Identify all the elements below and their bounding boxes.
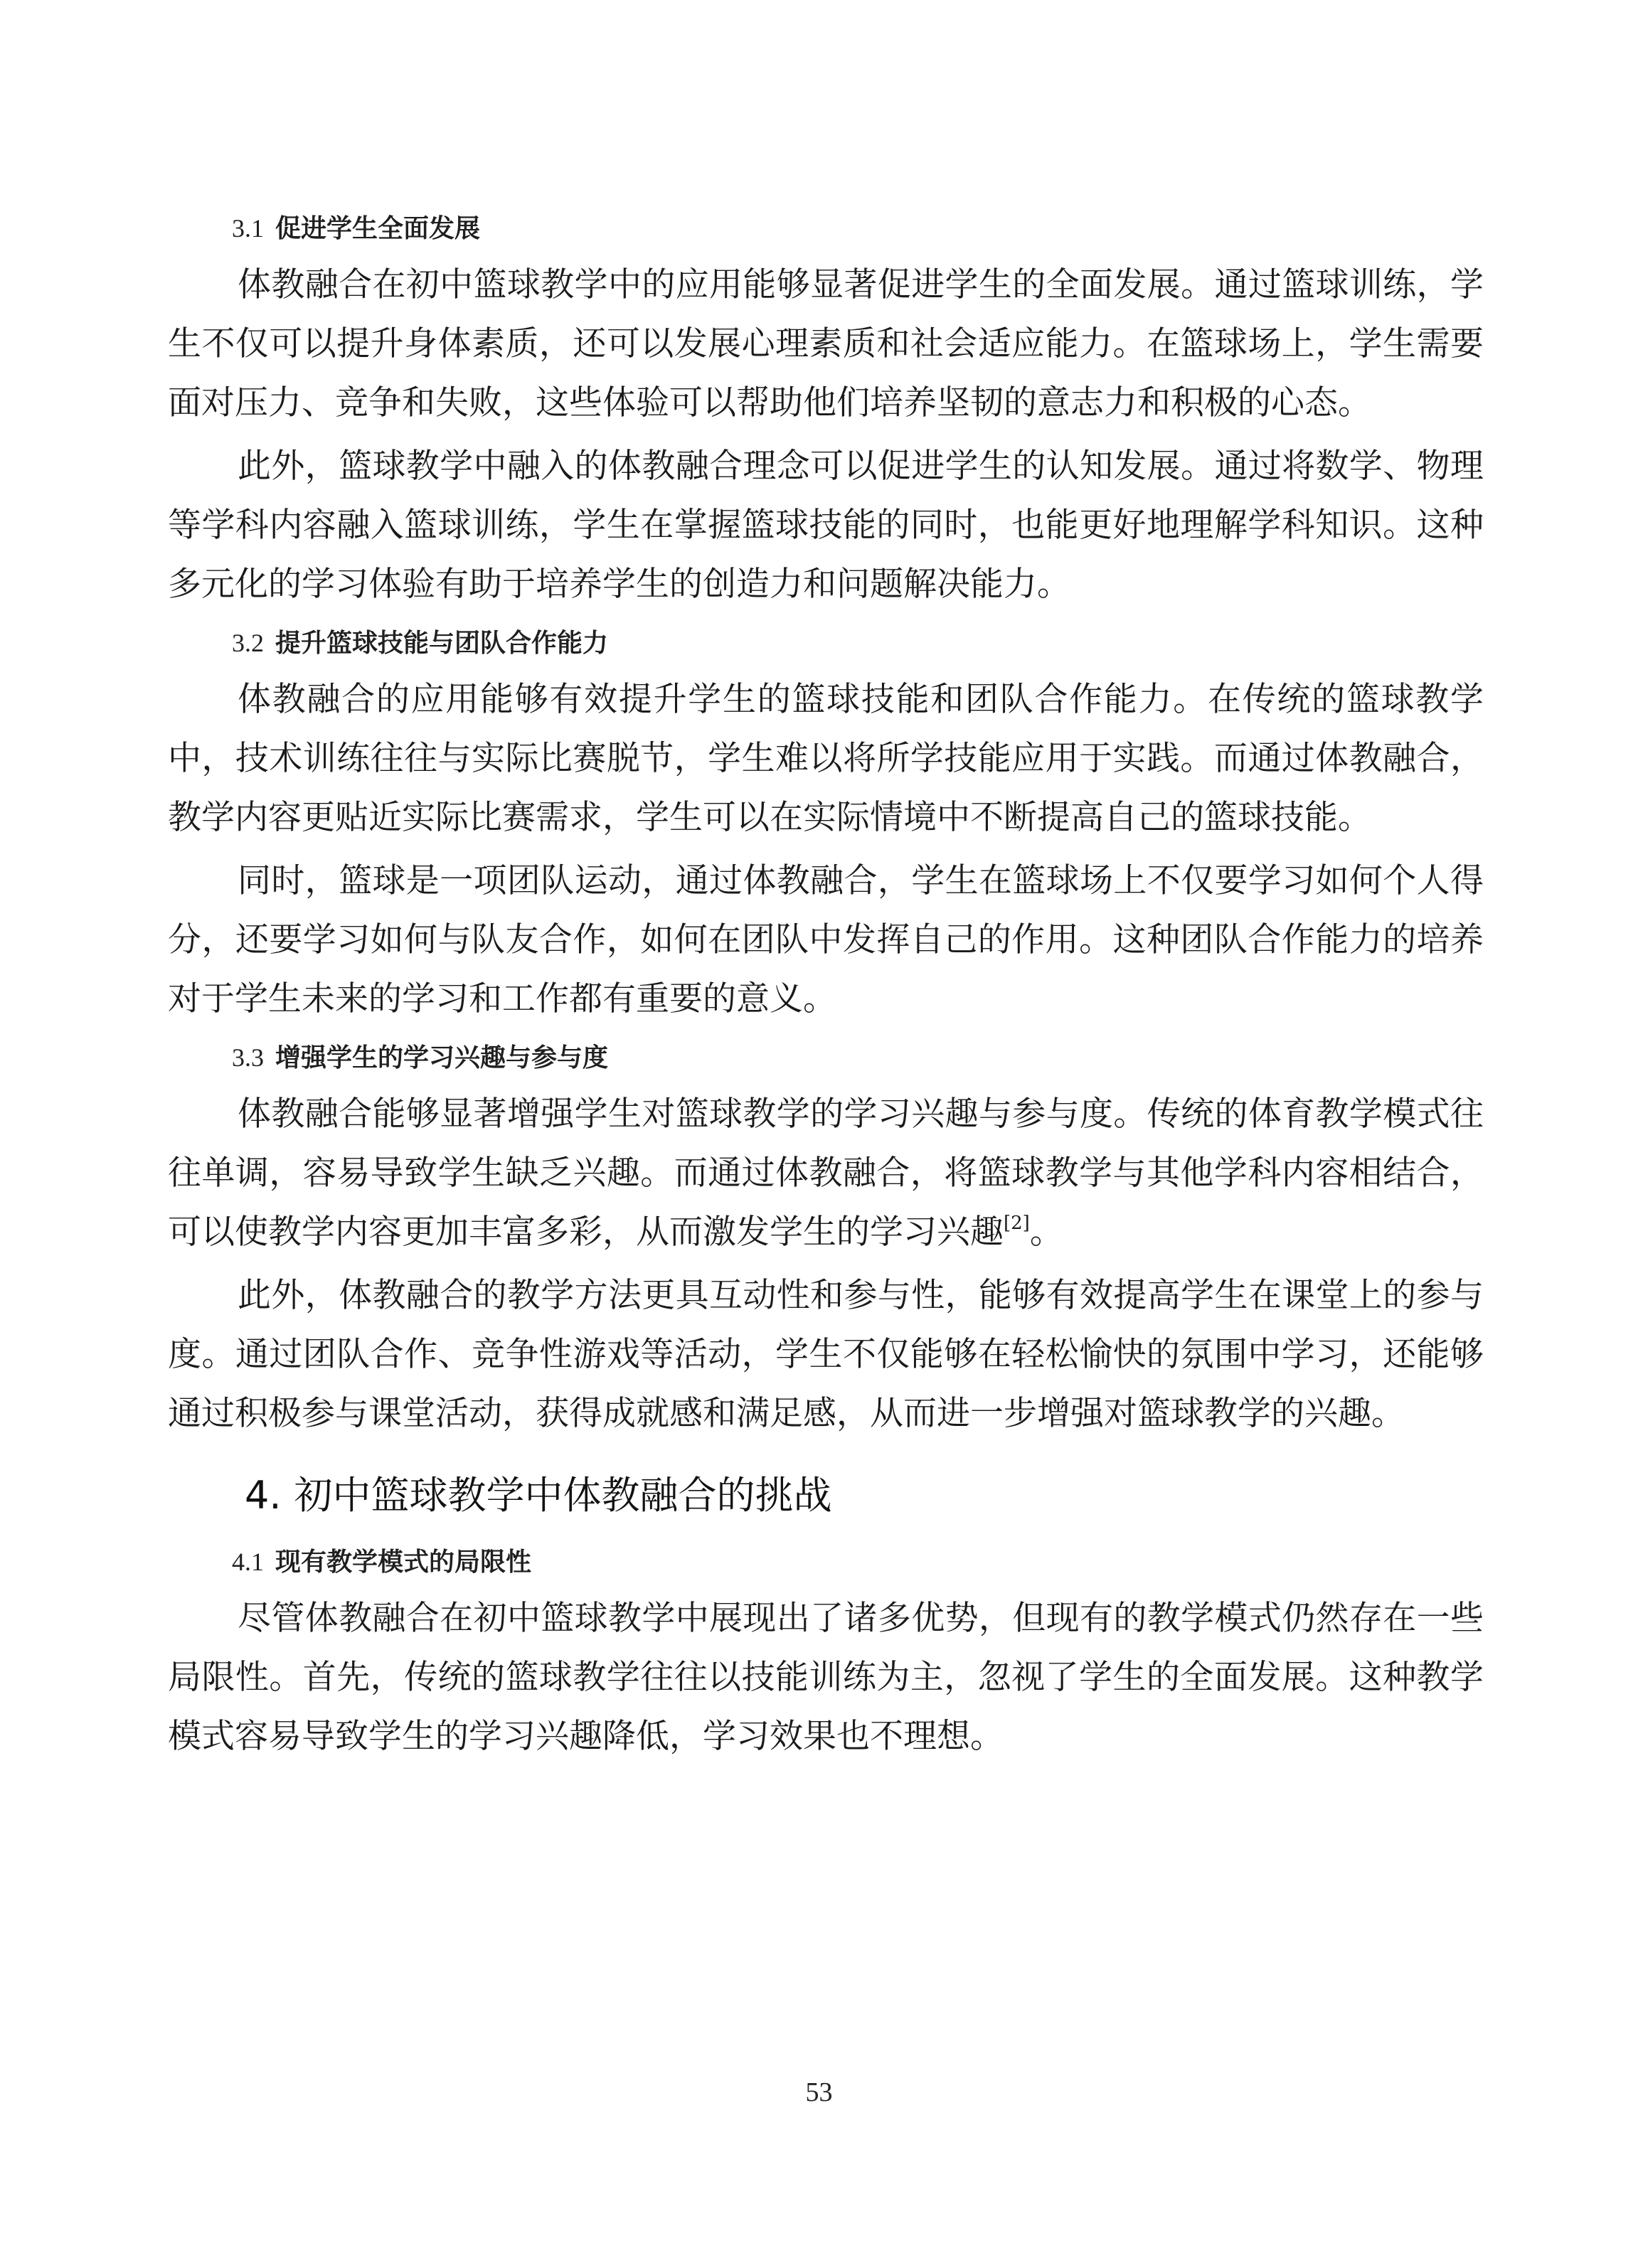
paragraph: 体教融合在初中篮球教学中的应用能够显著促进学生的全面发展。通过篮球训练，学生不仅可以提升身体素质，还可以发展心理素质和社会适应能力。在篮球场上，学生需要面对压力、竞争和失败，这些体验可以帮助他们培养坚韧的意志力和积极的心态。 xyxy=(168,265,1484,422)
section-title: 提升篮球技能与团队合作能力 xyxy=(275,629,609,658)
section-number: 3.3 xyxy=(232,1043,264,1072)
section-heading-4-1 xyxy=(232,1540,1484,1585)
section-number: 4.1 xyxy=(232,1548,264,1576)
paragraph: 尽管体教融合在初中篮球教学中展现出了诸多优势，但现有的教学模式仍然存在一些局限性。首先，传统的篮球教学往往以技能训练为主，忽视了学生的全面发展。这种教学模式容易导致学生的学习兴趣降低，学习效果也不理想。 xyxy=(168,1599,1484,1756)
page-number: 53 xyxy=(805,2077,833,2107)
page-content xyxy=(168,206,1484,1766)
chapter-heading-4 xyxy=(245,1462,1484,1530)
section-heading-3-2 xyxy=(232,621,1484,666)
section-title: 促进学生全面发展 xyxy=(275,214,481,243)
section-title: 增强学生的学习兴趣与参与度 xyxy=(275,1043,609,1072)
section-heading-3-3 xyxy=(232,1035,1484,1080)
section-number: 3.2 xyxy=(232,629,264,657)
paragraph-text: 体教融合能够显著增强学生对篮球教学的学习兴趣与参与度。传统的体育教学模式往往单调，容易导致学生缺乏兴趣。而通过体教融合，将篮球教学与其他学科内容相结合，可以使教学内容更加丰富多彩，从而激发学生的学习兴趣 xyxy=(168,1095,1484,1252)
section-title: 现有教学模式的局限性 xyxy=(275,1548,532,1577)
chapter-number: 4. xyxy=(245,1473,282,1518)
section-number: 3.1 xyxy=(232,214,264,243)
paragraph: 体教融合的应用能够有效提升学生的篮球技能和团队合作能力。在传统的篮球教学中，技术训练往往与实际比赛脱节，学生难以将所学技能应用于实践。而通过体教融合，教学内容更贴近实际比赛需求，学生可以在实际情境中不断提高自己的篮球技能。 xyxy=(168,680,1484,837)
paragraph-end: 。 xyxy=(1029,1213,1063,1252)
chapter-title: 初中篮球教学中体教融合的挑战 xyxy=(294,1473,832,1518)
paragraph: 此外，体教融合的教学方法更具互动性和参与性，能够有效提高学生在课堂上的参与度。通过团队合作、竞争性游戏等活动，学生不仅能够在轻松愉快的氛围中学习，还能够通过积极参与课堂活动，获得成就感和满足感，从而进一步增强对篮球教学的兴趣。 xyxy=(168,1276,1484,1433)
paragraph: 同时，篮球是一项团队运动，通过体教融合，学生在篮球场上不仅要学习如何个人得分，还要学习如何与队友合作，如何在团队中发挥自己的作用。这种团队合作能力的培养对于学生未来的学习和工作都有重要的意义。 xyxy=(168,861,1484,1018)
paragraph: 此外，篮球教学中融入的体教融合理念可以促进学生的认知发展。通过将数学、物理等学科内容融入篮球训练，学生在掌握篮球技能的同时，也能更好地理解学科知识。这种多元化的学习体验有助于培养学生的创造力和问题解决能力。 xyxy=(168,447,1484,604)
section-heading-3-1 xyxy=(232,206,1484,251)
paragraph-with-citation xyxy=(168,1085,1484,1262)
citation-reference[interactable]: [2] xyxy=(1004,1213,1030,1234)
